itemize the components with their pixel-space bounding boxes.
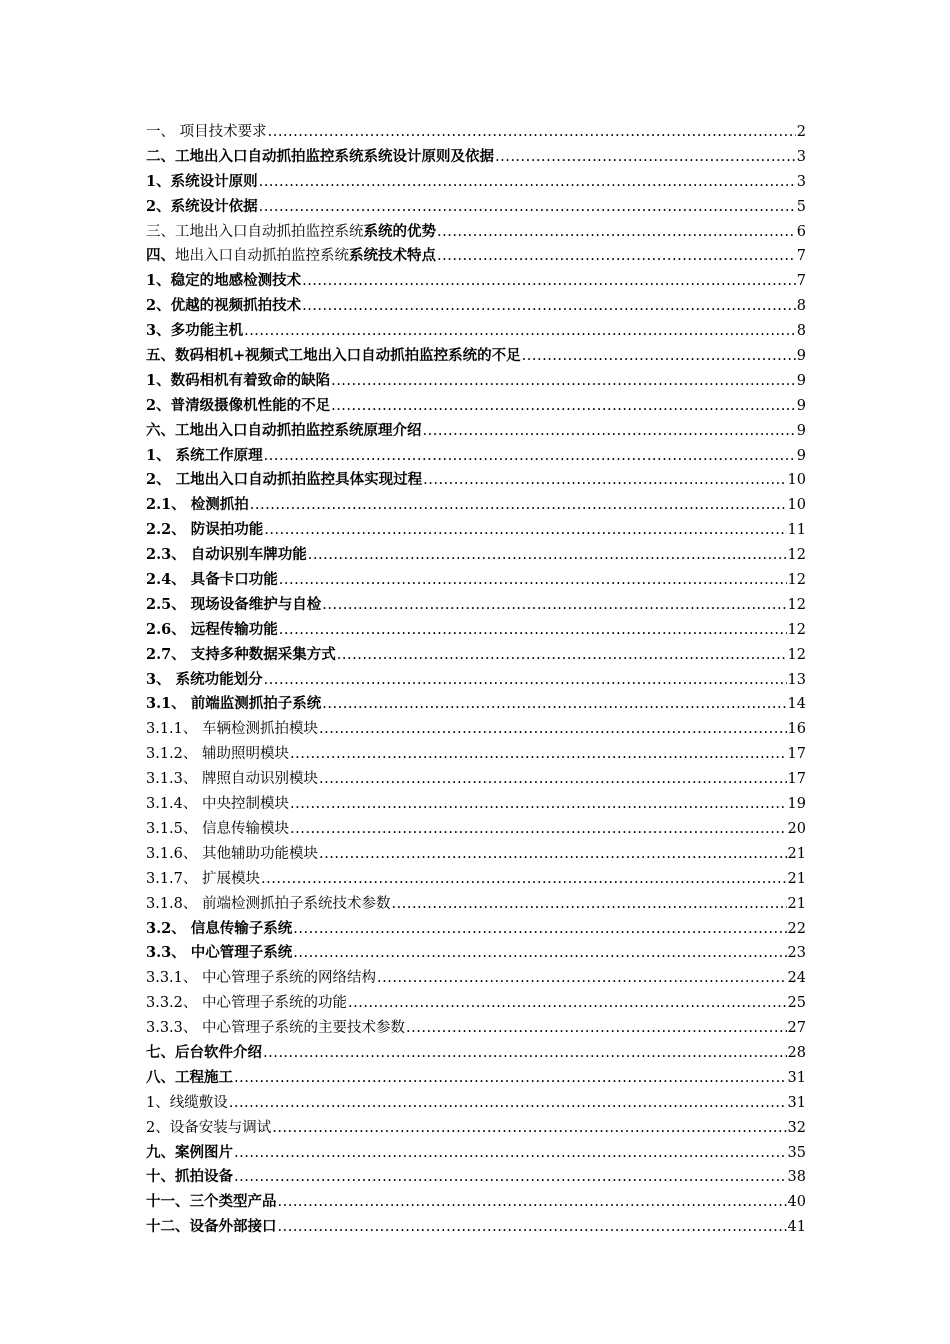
toc-page-number: 2 [796, 124, 806, 140]
toc-entry-title [146, 867, 260, 892]
toc-page-number: 7 [796, 248, 806, 265]
toc-entry[interactable] [146, 195, 806, 220]
toc-entry[interactable] [146, 244, 806, 269]
toc-page-number: 38 [787, 1169, 806, 1186]
toc-entry[interactable] [146, 319, 806, 344]
toc-dot-leader [423, 468, 786, 493]
toc-entry[interactable] [146, 394, 806, 419]
toc-dot-leader [268, 120, 796, 145]
toc-entry-title-segment: 3.2、 信息传输子系统 [146, 919, 293, 937]
toc-page-number: 9 [796, 397, 806, 414]
toc-entry[interactable] [146, 867, 806, 892]
toc-entry-title-segment: 系统的优势 [363, 222, 436, 240]
toc-entry-title-segment: 3.3.3、 中心管理子系统的主要技术参数 [146, 1020, 406, 1037]
toc-dot-leader [290, 742, 787, 767]
toc-entry-title-segment: 2、系统设计依据 [146, 197, 258, 215]
toc-entry[interactable] [146, 1116, 806, 1141]
toc-entry-title-segment: 3.1、 前端监测抓拍子系统 [146, 695, 322, 713]
toc-page-number: 12 [787, 621, 806, 638]
toc-entry[interactable] [146, 294, 806, 319]
toc-entry-title [146, 917, 292, 942]
toc-entry-title [146, 1165, 233, 1190]
toc-dot-leader [319, 767, 787, 792]
toc-entry[interactable] [146, 618, 806, 643]
toc-entry-title [146, 244, 436, 269]
toc-dot-leader [279, 618, 787, 643]
toc-page-number: 21 [787, 870, 806, 887]
toc-entry-title [146, 892, 391, 917]
toc-page-number: 28 [787, 1044, 806, 1061]
toc-page-number: 41 [787, 1219, 806, 1236]
toc-page-number: 31 [787, 1069, 806, 1086]
toc-entry-title-segment: 3.3、 中心管理子系统 [146, 944, 293, 962]
toc-entry[interactable] [146, 767, 806, 792]
toc-entry-title [146, 220, 436, 245]
toc-page-number: 21 [787, 845, 806, 862]
toc-page-number: 22 [787, 920, 806, 937]
toc-entry-title [146, 991, 347, 1016]
toc-page-number: 14 [787, 696, 806, 713]
toc-entry[interactable] [146, 892, 806, 917]
toc-dot-leader [308, 543, 787, 568]
toc-dot-leader [331, 394, 796, 419]
toc-entry[interactable] [146, 842, 806, 867]
toc-page-number: 35 [787, 1144, 806, 1161]
toc-entry-title [146, 966, 376, 991]
toc-entry[interactable] [146, 593, 806, 618]
toc-entry-title-segment: 3.1.1、 车辆检测抓拍模块 [146, 721, 319, 738]
toc-page-number: 12 [787, 547, 806, 564]
toc-dot-leader [322, 692, 786, 717]
toc-entry[interactable] [146, 1215, 806, 1240]
toc-entry-title [146, 1091, 228, 1116]
toc-entry-title-segment: 十一、三个类型产品 [146, 1193, 277, 1211]
toc-dot-leader [348, 991, 787, 1016]
toc-entry-title-segment: 2、优越的视频抓拍技术 [146, 297, 302, 315]
toc-page-number: 17 [787, 746, 806, 763]
toc-dot-leader [522, 344, 796, 369]
toc-dot-leader [319, 842, 787, 867]
toc-entry[interactable] [146, 941, 806, 966]
toc-entry-title-segment: 3.1.2、 辅助照明模块 [146, 746, 290, 763]
toc-page-number: 9 [796, 422, 806, 439]
toc-page-number: 5 [796, 198, 806, 215]
toc-entry[interactable] [146, 568, 806, 593]
toc-dot-leader [272, 1116, 786, 1141]
toc-entry-title-segment: 十二、设备外部接口 [146, 1218, 277, 1236]
toc-dot-leader [293, 917, 786, 942]
toc-entry-title [146, 145, 494, 170]
toc-entry-title [146, 941, 292, 966]
toc-entry[interactable] [146, 1016, 806, 1041]
toc-entry[interactable] [146, 493, 806, 518]
toc-entry-title [146, 692, 321, 717]
toc-page-number: 19 [787, 796, 806, 813]
toc-entry-title-segment: 八、工程施工 [146, 1068, 233, 1086]
toc-page-number: 10 [787, 497, 806, 514]
toc-entry-title-segment: 四、 [146, 247, 175, 265]
toc-page-number: 12 [787, 646, 806, 663]
toc-page-number: 9 [796, 372, 806, 389]
toc-entry-title-segment: 五、数码相机+视频式工地出入口自动抓拍监控系统的不足 [146, 347, 521, 365]
toc-dot-leader [331, 369, 796, 394]
toc-entry-title [146, 1066, 233, 1091]
toc-entry-title-segment: 1、线缆敷设 [146, 1094, 228, 1111]
toc-entry[interactable] [146, 817, 806, 842]
toc-entry[interactable] [146, 1091, 806, 1116]
toc-entry-title [146, 394, 330, 419]
toc-entry-title-segment: 3.3.2、 中心管理子系统的功能 [146, 995, 348, 1012]
toc-entry-title [146, 1215, 277, 1240]
toc-page-number: 40 [787, 1194, 806, 1211]
toc-entry-title [146, 1190, 277, 1215]
toc-entry-title-segment: 十、抓拍设备 [146, 1168, 233, 1186]
toc-entry-title [146, 717, 318, 742]
toc-entry-title [146, 1016, 405, 1041]
toc-page-number: 21 [787, 895, 806, 912]
toc-entry-title-segment: 1、 系统工作原理 [146, 446, 263, 464]
toc-page-number: 17 [787, 771, 806, 788]
toc-entry-title [146, 568, 278, 593]
toc-entry-title [146, 643, 336, 668]
toc-entry[interactable] [146, 543, 806, 568]
toc-entry[interactable] [146, 917, 806, 942]
toc-page-number: 9 [796, 348, 806, 365]
toc-entry[interactable] [146, 269, 806, 294]
toc-entry[interactable] [146, 668, 806, 693]
toc-dot-leader [293, 941, 786, 966]
toc-entry-title-segment: 2.3、 自动识别车牌功能 [146, 546, 307, 564]
toc-dot-leader [377, 966, 787, 991]
toc-page-number: 3 [796, 173, 806, 190]
toc-entry-title-segment: 二、工地出入口自动抓拍监控系统系统设计原则及依据 [146, 147, 494, 165]
toc-entry[interactable] [146, 643, 806, 668]
toc-entry-title-segment: 1、稳定的地感检测技术 [146, 272, 302, 290]
toc-entry[interactable] [146, 120, 806, 145]
toc-page-number: 6 [796, 223, 806, 240]
toc-entry-title-segment: 3.1.8、 前端检测抓拍子系统技术参数 [146, 895, 391, 912]
toc-entry-title-segment: 一、 项目技术要求 [146, 124, 267, 140]
toc-dot-leader [259, 170, 796, 195]
toc-entry-title-segment: 2.4、 具备卡口功能 [146, 571, 278, 589]
toc-page-number: 8 [796, 298, 806, 315]
toc-dot-leader [259, 195, 796, 220]
toc-entry-title [146, 767, 318, 792]
toc-entry-title-segment: 3.1.4、 中央控制模块 [146, 796, 290, 813]
toc-entry[interactable] [146, 966, 806, 991]
toc-dot-leader [229, 1091, 787, 1116]
toc-entry-title [146, 369, 330, 394]
toc-entry[interactable] [146, 1041, 806, 1066]
toc-dot-leader [234, 1141, 787, 1166]
toc-entry-title-segment: 2.7、 支持多种数据采集方式 [146, 645, 336, 663]
toc-entry-title-segment: 1、系统设计原则 [146, 172, 258, 190]
toc-entry-title [146, 1116, 271, 1141]
toc-dot-leader [290, 817, 787, 842]
toc-entry-title [146, 419, 422, 444]
toc-entry-title-segment: 3.1.7、 扩展模块 [146, 870, 261, 887]
toc-page-number: 31 [787, 1094, 806, 1111]
toc-entry-title-segment: 3.1.6、 其他辅助功能模块 [146, 845, 319, 862]
toc-entry[interactable] [146, 1066, 806, 1091]
toc-entry-title-segment: 3.1.5、 信息传输模块 [146, 820, 290, 837]
toc-entry[interactable] [146, 419, 806, 444]
toc-entry-title [146, 170, 258, 195]
toc-dot-leader [337, 643, 787, 668]
toc-page-number: 13 [787, 671, 806, 688]
toc-entry-title [146, 618, 278, 643]
toc-entry-title [146, 294, 301, 319]
toc-entry[interactable] [146, 692, 806, 717]
toc-page-number: 20 [787, 820, 806, 837]
toc-entry-title [146, 269, 301, 294]
toc-entry-title [146, 842, 318, 867]
toc-entry-title [146, 593, 321, 618]
toc-page-number: 3 [796, 148, 806, 165]
toc-dot-leader [302, 269, 796, 294]
toc-entry-title-segment: 2.5、 现场设备维护与自检 [146, 595, 322, 613]
toc-dot-leader [290, 792, 787, 817]
toc-entry-title-segment: 2.6、 远程传输功能 [146, 620, 278, 638]
toc-entry-title [146, 543, 307, 568]
toc-entry-title-segment: 3、 系统功能划分 [146, 670, 263, 688]
toc-entry[interactable] [146, 444, 806, 469]
toc-page-number: 24 [787, 970, 806, 987]
toc-page-number: 8 [796, 323, 806, 340]
toc-dot-leader [495, 145, 796, 170]
toc-dot-leader [302, 294, 796, 319]
toc-entry-title-segment: 六、工地出入口自动抓拍监控系统原理介绍 [146, 421, 422, 439]
toc-entry[interactable] [146, 369, 806, 394]
toc-entry-title [146, 668, 263, 693]
toc-entry[interactable] [146, 145, 806, 170]
toc-entry-title-segment: 2.1、 检测抓拍 [146, 496, 249, 514]
toc-entry-title [146, 195, 258, 220]
toc-dot-leader [406, 1016, 787, 1041]
toc-dot-leader [437, 220, 796, 245]
toc-entry-title-segment: 九、案例图片 [146, 1143, 233, 1161]
toc-dot-leader [279, 568, 787, 593]
toc-page-number: 7 [796, 273, 806, 290]
toc-entry[interactable] [146, 518, 806, 543]
toc-entry-title [146, 518, 263, 543]
toc-dot-leader [264, 444, 796, 469]
toc-dot-leader [261, 867, 787, 892]
toc-page-number: 10 [787, 472, 806, 489]
toc-entry-title-segment: 七、后台软件介绍 [146, 1043, 262, 1061]
toc-entry-title-segment: 3、多功能主机 [146, 322, 244, 340]
toc-dot-leader [234, 1165, 787, 1190]
toc-entry[interactable] [146, 468, 806, 493]
toc-entry[interactable] [146, 1190, 806, 1215]
toc-entry-title-segment: 三、工地出入口自动抓拍监控系统 [146, 223, 364, 240]
toc-entry-title [146, 120, 267, 145]
toc-entry[interactable] [146, 1141, 806, 1166]
toc-page-number: 32 [787, 1119, 806, 1136]
toc-dot-leader [437, 244, 796, 269]
toc-entry[interactable] [146, 344, 806, 369]
toc-dot-leader [234, 1066, 787, 1091]
toc-dot-leader [250, 493, 787, 518]
toc-entry-title [146, 742, 289, 767]
toc-entry[interactable] [146, 170, 806, 195]
toc-entry-title [146, 468, 422, 493]
toc-entry-title-segment: 3.1.3、 牌照自动识别模块 [146, 771, 319, 788]
toc-dot-leader [392, 892, 787, 917]
toc-page-number: 27 [787, 1020, 806, 1037]
table-of-contents [146, 120, 806, 1240]
toc-dot-leader [322, 593, 786, 618]
toc-entry-title [146, 319, 243, 344]
toc-dot-leader [263, 1041, 787, 1066]
toc-entry-title [146, 817, 289, 842]
toc-entry-title-segment: 2.2、 防误拍功能 [146, 521, 264, 539]
toc-dot-leader [244, 319, 796, 344]
toc-dot-leader [264, 518, 786, 543]
toc-entry-title [146, 493, 249, 518]
toc-entry-title [146, 1141, 233, 1166]
toc-dot-leader [278, 1215, 787, 1240]
toc-entry-title-segment: 系统技术特点 [349, 247, 436, 265]
toc-entry[interactable] [146, 717, 806, 742]
toc-page-number: 9 [796, 447, 806, 464]
toc-dot-leader [319, 717, 787, 742]
toc-entry-title-segment: 3.3.1、 中心管理子系统的网络结构 [146, 970, 377, 987]
toc-page-number: 23 [787, 945, 806, 962]
toc-entry[interactable] [146, 742, 806, 767]
toc-entry-title [146, 344, 521, 369]
toc-page-number: 11 [787, 522, 806, 539]
toc-entry[interactable] [146, 991, 806, 1016]
toc-entry-title-segment: 2、普清级摄像机性能的不足 [146, 396, 331, 414]
toc-entry[interactable] [146, 1165, 806, 1190]
toc-entry[interactable] [146, 220, 806, 245]
toc-entry-title-segment: 2、设备安装与调试 [146, 1119, 272, 1136]
toc-entry-title [146, 444, 263, 469]
toc-page-number: 25 [787, 995, 806, 1012]
toc-entry-title-segment: 1、数码相机有着致命的缺陷 [146, 371, 331, 389]
toc-dot-leader [264, 668, 787, 693]
toc-entry-title [146, 1041, 262, 1066]
toc-entry[interactable] [146, 792, 806, 817]
toc-entry-title-segment: 2、 工地出入口自动抓拍监控具体实现过程 [146, 471, 423, 489]
toc-dot-leader [278, 1190, 787, 1215]
toc-dot-leader [423, 419, 796, 444]
toc-entry-title-segment: 地出入口自动抓拍监控系统 [175, 248, 349, 265]
toc-page-number: 12 [787, 572, 806, 589]
toc-page-number: 12 [787, 596, 806, 613]
toc-page-number: 16 [787, 721, 806, 738]
toc-entry-title [146, 792, 289, 817]
